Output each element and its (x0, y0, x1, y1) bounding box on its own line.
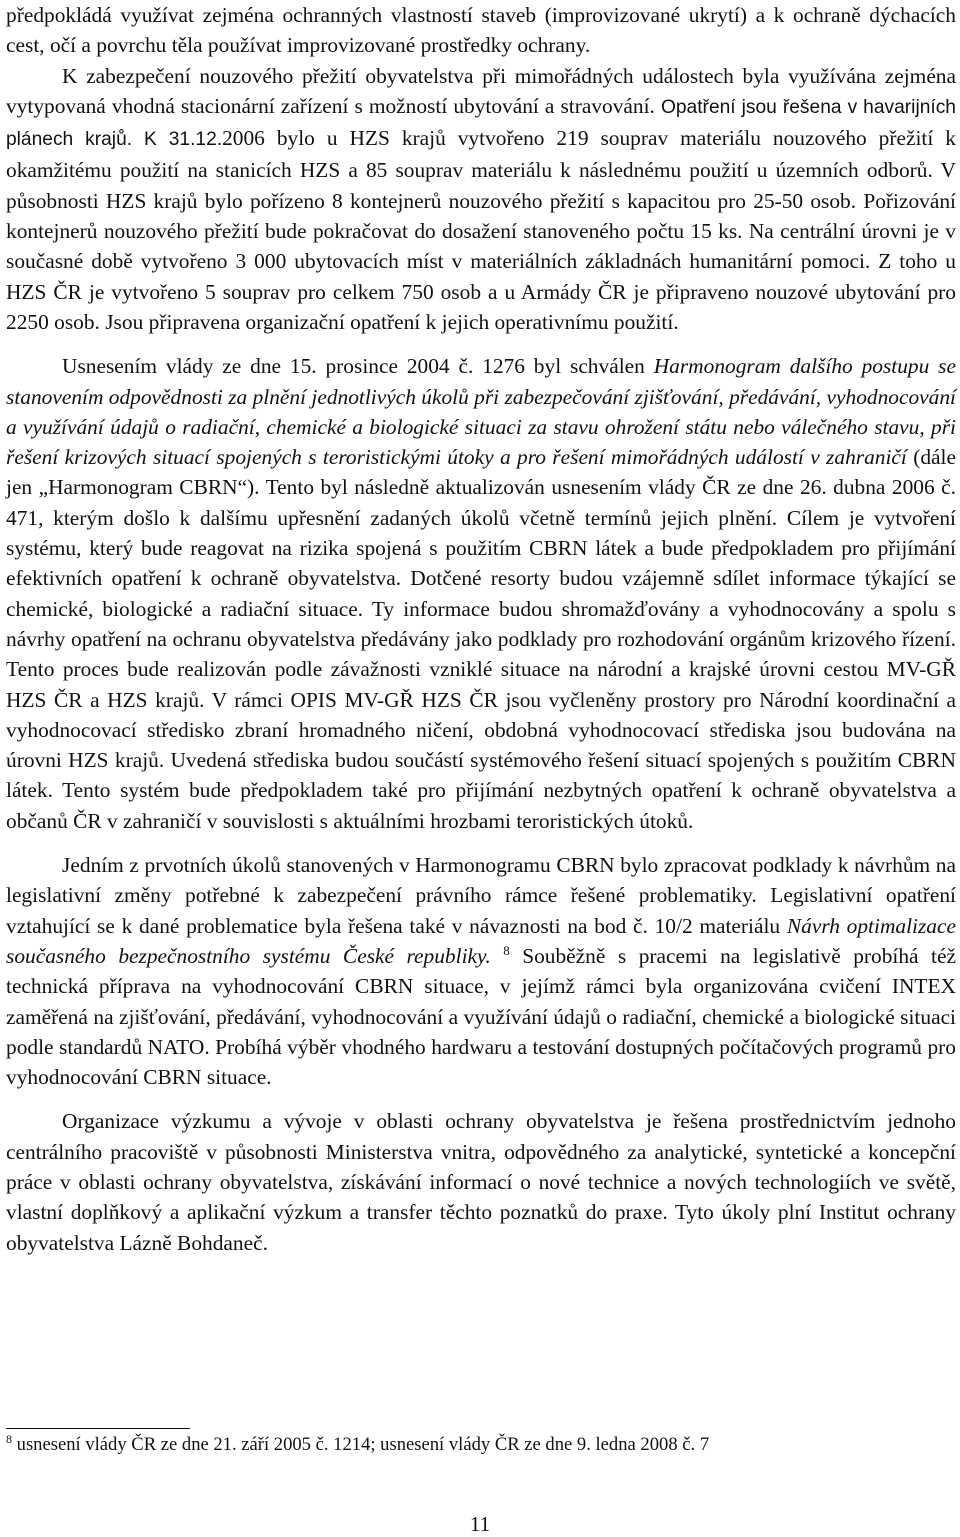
footnote-reference: 8 (503, 942, 510, 958)
paragraph-5-text: Organizace výzkumu a vývoje v oblasti ochrany obyvatelstva je řešena prostřednictvím jednoho centrálního pracoviště v působnosti Ministerstva vnitra, odpovědného za analytické, syntetické a koncepční práce v oblasti ochrany obyvatelstva, získávání informací o nové technice a nových technologiích ve světě, vlastní doplňkový a aplikační výzkum a transfer těchto poznatků do praxe. Tyto úkoly plní Institut ochrany obyvatelstva Lázně Bohdaneč. (6, 1109, 956, 1255)
paragraph-2-text-a: K zabezpečení nouzového přežití obyvatelstva při mimořádných událostech byla využívána zejména vytypovaná vhodná stacionární zařízení s možností ubytování a stravování. (6, 63, 956, 118)
footnote-divider (6, 1428, 190, 1429)
document-page (6, 0, 956, 1258)
paragraph-3-italic-title: Harmonogram dalšího postupu se stanovením odpovědnosti za plnění jednotlivých úkolů při zabezpečování zjišťování, předávání, vyhodnocování a využívání údajů o radiační, chemické a biologické situaci za stavu ohrožení státu nebo válečného stavu, při řešení krizových situací spojených s teroristickými útoky a pro řešení mimořádných událostí v zahraničí (6, 354, 957, 470)
paragraph-1-text: předpokládá využívat zejména ochranných vlastností staveb (improvizované ukrytí) a k ochraně dýchacích cest, očí a povrchu těla používat improvizované prostředky ochrany. (6, 3, 956, 58)
paragraph-2-text-b: Opatření jsou řešena v havarijních plánech krajů. K 31.12. (6, 96, 956, 151)
paragraph-4-italic-title: Návrh optimalizace současného bezpečnostního systému České republiky. (6, 913, 956, 968)
page-number: 11 (469, 1512, 491, 1536)
paragraph-4 (6, 850, 956, 1092)
paragraph-1 (6, 0, 956, 61)
paragraph-2 (6, 61, 956, 338)
footnote-text: usnesení vlády ČR ze dne 21. září 2005 č. 1214; usnesení vlády ČR ze dne 9. ledna 2008 č. 7 (12, 1434, 710, 1455)
paragraph-5 (6, 1106, 956, 1257)
paragraph-4-text-b: Souběžně s pracemi na legislativě probíhá též technická příprava na vyhodnocování CBRN situace, v jejímž rámci byla organizována cvičení INTEX zaměřená na zjišťování, předávání, vyhodnocování a využívání údajů o radiační, chemické a biologické situaci podle standardů NATO. Probíhá výběr vhodného hardwaru a testování dostupných počítačových programů pro vyhodnocování CBRN situace. (6, 943, 956, 1090)
paragraph-4-text-a: Jedním z prvotních úkolů stanovených v Harmonogramu CBRN bylo zpracovat podklady k návrhům na legislativní změny potřebné k zabezpečení právního rámce řešené problematiky. Legislativní opatření vztahující se k dané problematice byla řešena také v návaznosti na bod č. 10/2 materiálu (6, 853, 956, 938)
paragraph-3-text-a: Usnesením vlády ze dne 15. prosince 2004 č. 1276 byl schválen (62, 354, 654, 379)
footnote (6, 1432, 946, 1458)
footnote-marker: 8 (6, 1431, 12, 1446)
paragraph-3 (6, 351, 956, 836)
paragraph-2-text-c: 2006 bylo u HZS krajů vytvořeno 219 souprav materiálu nouzového přežití k okamžitému použití na stanicích HZS a 85 souprav materiálu k následnému použití u územních odborů. V působnosti HZS krajů bylo pořízeno 8 kontejnerů nouzového přežití s kapacitou pro 25-50 osob. Pořizování kontejnerů nouzového přežití bude pokračovat do dosažení stanoveného počtu 15 ks. Na centrální úrovni je v současné době vytvořeno 3 000 ubytovacích míst v materiálních základnách humanitární pomoci. Z toho u HZS ČR je vytvořeno 5 souprav pro celkem 750 osob a u Armády ČR je připraveno nouzové ubytování pro 2250 osob. Jsou připravena organizační opatření k jejich operativnímu použití. (6, 126, 956, 334)
paragraph-3-text-b: (dále jen „Harmonogram CBRN“). Tento byl následně aktualizován usnesením vlády ČR ze dne 26. dubna 2006 č. 471, kterým došlo k dalšímu upřesnění zadaných úkolů včetně termínů jejich plnění. Cílem je vytvoření systému, který bude reagovat na rizika spojená s použitím CBRN látek a bude předpokladem pro přijímání efektivních opatření k ochraně obyvatelstva. Dotčené resorty budou vzájemně sdílet informace týkající se chemické, biologické a radiační situace. Ty informace budou shromažďovány a vyhodnocovány a spolu s návrhy opatření na ochranu obyvatelstva předávány jako podklady pro rozhodování orgánům krizového řízení. Tento proces bude realizován podle závažnosti vzniklé situace na národní a krajské úrovni cestou MV-GŘ HZS ČR a HZS krajů. V rámci OPIS MV-GŘ HZS ČR jsou vyčleněny prostory pro Národní koordinační a vyhodnocovací středisko zbraní hromadného ničení, obdobná vyhodnocovací střediska jsou budována na úrovni HZS krajů. Uvedená střediska budou součástí systémového řešení situací spojených s použitím CBRN látek. Tento systém bude předpokladem také pro přijímání nezbytných opatření k ochraně obyvatelstva a občanů ČR v zahraničí v souvislosti s aktuálními hrozbami teroristických útoků. (6, 445, 956, 833)
